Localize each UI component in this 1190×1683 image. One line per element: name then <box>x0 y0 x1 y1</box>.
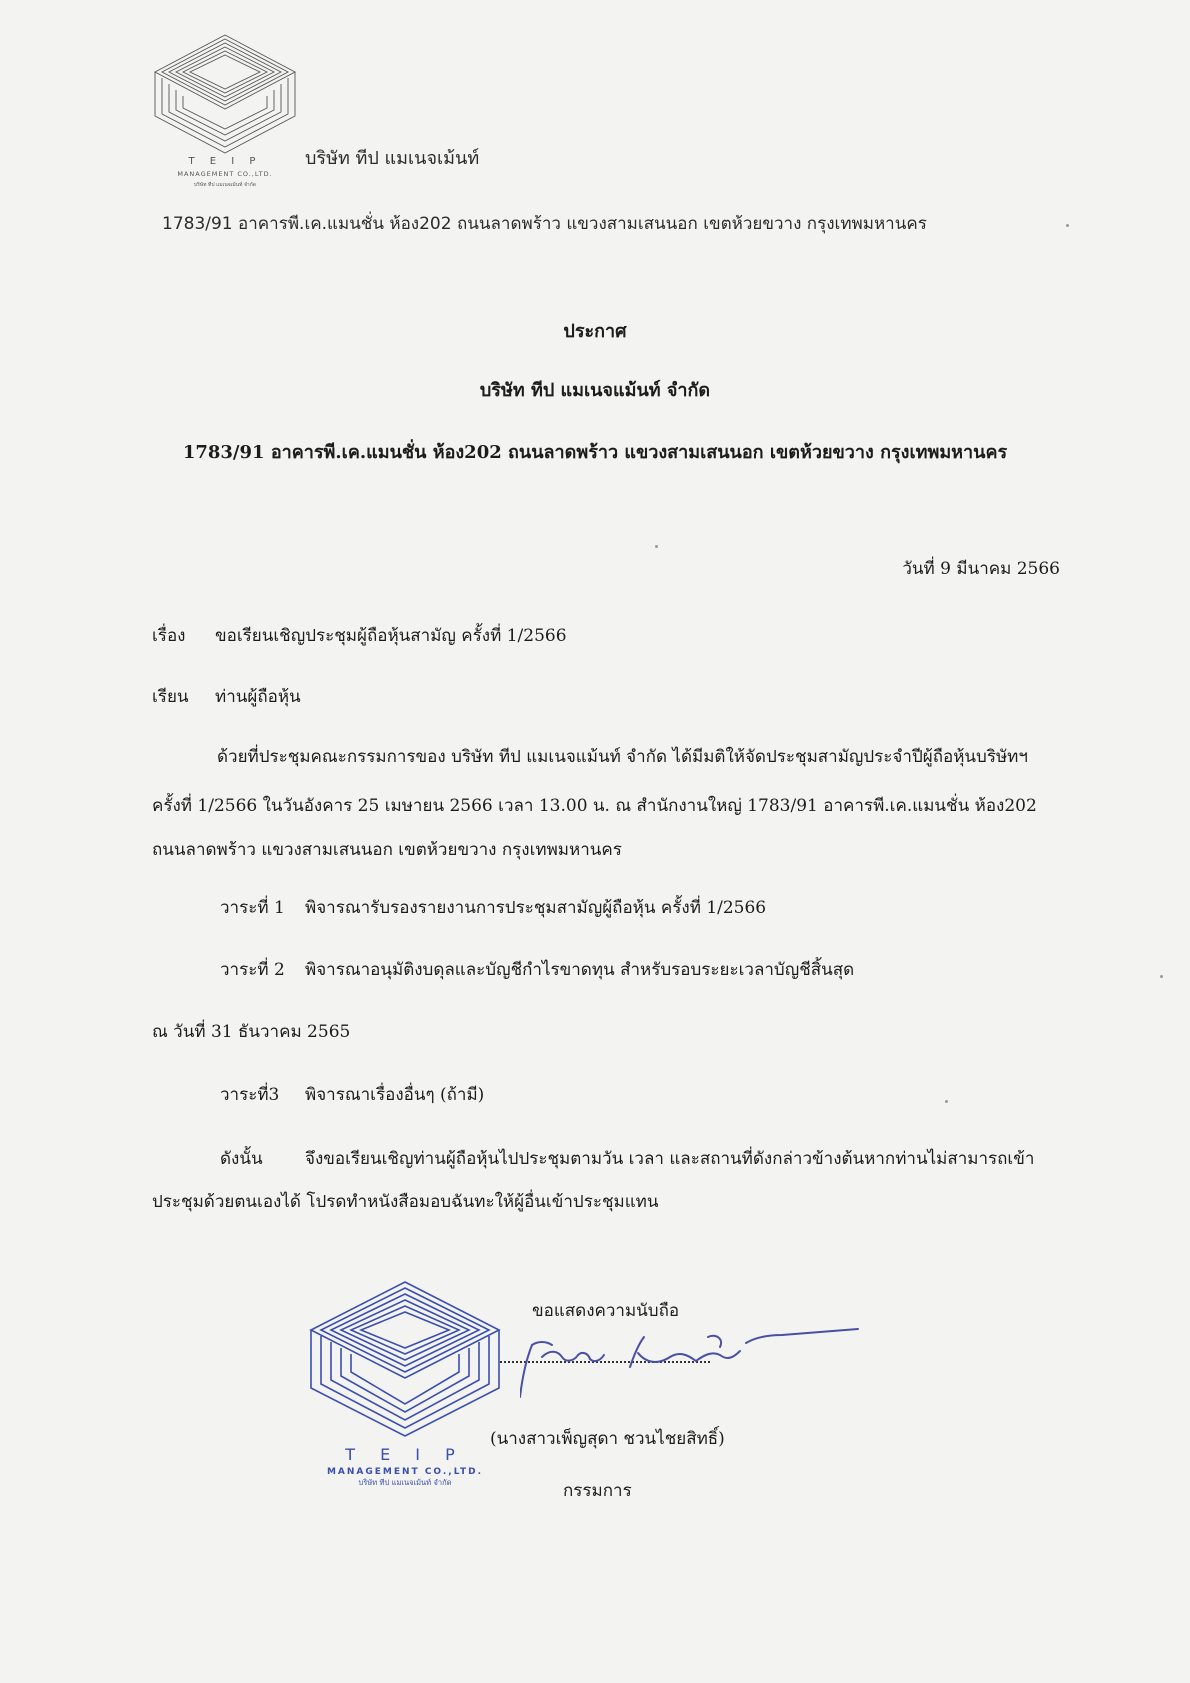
subject-value: ขอเรียนเชิญประชุมผู้ถือหุ้นสามัญ ครั้งที่ 1/2566 <box>215 626 567 646</box>
scan-speck <box>1066 224 1069 227</box>
closing-label: ดังนั้น <box>220 1149 263 1169</box>
company-logo-small <box>150 30 300 190</box>
announcement-title: ประกาศ <box>563 321 627 342</box>
agenda-1-text: พิจารณารับรองรายงานการประชุมสามัญผู้ถือหุ้น ครั้งที่ 1/2566 <box>305 898 767 918</box>
scan-speck <box>655 545 658 548</box>
body-line-3: ถนนลาดพร้าว แขวงสามเสนนอก เขตห้วยขวาง กรุงเทพมหานคร <box>152 840 622 860</box>
signatory-title: กรรมการ <box>563 1481 632 1501</box>
subject-label: เรื่อง <box>152 626 186 646</box>
body-line-1: ด้วยที่ประชุมคณะกรรมการของ บริษัท ทีป แมเนจแม้นท์ จำกัด ได้มีมติให้จัดประชุมสามัญประจำปีผู้ถือหุ้นบริษัทฯ <box>217 747 1028 767</box>
scan-speck <box>945 1100 948 1103</box>
agenda-3-text: พิจารณาเรื่องอื่นๆ (ถ้ามี) <box>305 1085 485 1105</box>
announcement-company: บริษัท ทีป แมเนจแม้นท์ จำกัด <box>479 380 711 401</box>
agenda-2-text: พิจารณาอนุมัติงบดุลและบัญชีกำไรขาดทุน สำหรับรอบระยะเวลาบัญชีสิ้นสุด <box>305 960 855 980</box>
logo-small-text: T E I P <box>188 156 262 167</box>
closing-line-2: ประชุมด้วยตนเองได้ โปรดทำหนังสือมอบฉันทะให้ผู้อื่นเข้าประชุมแทน <box>152 1192 659 1212</box>
closing-line-1: จึงขอเรียนเชิญท่านผู้ถือหุ้นไปประชุมตามวัน เวลา และสถานที่ดังกล่าวข้างต้นหากท่านไม่สามารถเข้า <box>305 1149 1035 1169</box>
stamp-logo-thai: บริษัท ทีป แมเนจเม้นท์ จำกัด <box>358 1478 452 1487</box>
logo-small-subtext: MANAGEMENT CO.,LTD. <box>177 170 273 178</box>
agenda-3-label: วาระที่3 <box>220 1085 280 1105</box>
agenda-1-label: วาระที่ 1 <box>220 898 285 918</box>
signatory-name: (นางสาวเพ็ญสุดา ชวนไชยสิทธิ์) <box>490 1429 725 1449</box>
announcement-address: 1783/91 อาคารพี.เค.แมนชั่น ห้อง202 ถนนลาดพร้าว แขวงสามเสนนอก เขตห้วยขวาง กรุงเทพมหานคร <box>182 442 1008 463</box>
letterhead-company-name: บริษัท ทีป แมเนจเม้นท์ <box>305 148 480 169</box>
stamp-logo-subtext: MANAGEMENT CO.,LTD. <box>326 1467 484 1477</box>
company-stamp-logo <box>305 1278 505 1488</box>
scan-speck <box>1160 975 1163 978</box>
recipient-value: ท่านผู้ถือหุ้น <box>215 687 301 707</box>
handwritten-signature <box>520 1305 860 1400</box>
agenda-2-continuation: ณ วันที่ 31 ธันวาคม 2565 <box>152 1022 351 1042</box>
stamp-logo-text: T E I P <box>345 1445 465 1464</box>
letterhead-address: 1783/91 อาคารพี.เค.แมนชั่น ห้อง202 ถนนลาดพร้าว แขวงสามเสนนอก เขตห้วยขวาง กรุงเทพมหานคร <box>162 214 927 234</box>
agenda-2-label: วาระที่ 2 <box>220 960 285 980</box>
logo-small-thai: บริษัท ทีป แมเนจเม้นท์ จำกัด <box>194 182 256 188</box>
body-line-2: ครั้งที่ 1/2566 ในวันอังคาร 25 เมษายน 2566 เวลา 13.00 น. ณ สำนักงานใหญ่ 1783/91 อาคารพี.เค.แมนชั่น ห้อง202 <box>152 796 1037 816</box>
letter-date: วันที่ 9 มีนาคม 2566 <box>902 559 1060 579</box>
signature-closing: ขอแสดงความนับถือ <box>532 1301 680 1321</box>
recipient-label: เรียน <box>152 687 189 707</box>
